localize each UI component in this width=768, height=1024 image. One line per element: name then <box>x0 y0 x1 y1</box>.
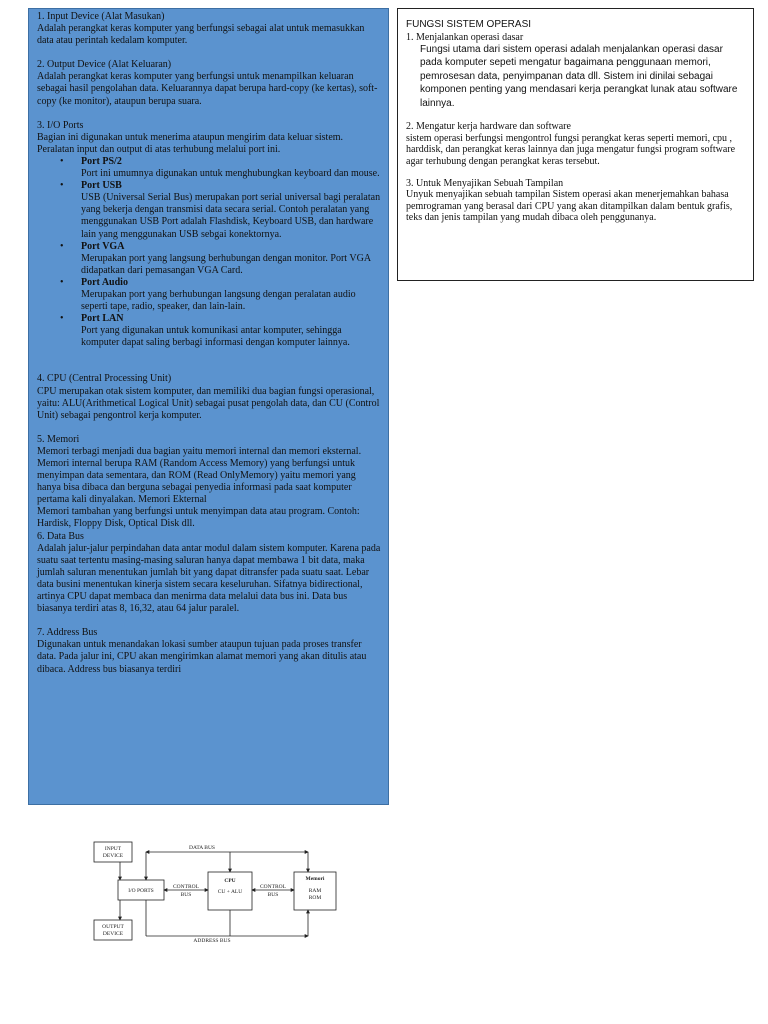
section-body: Adalah perangkat keras komputer yang berfungsi untuk menampilkan keluaran sebagai hasil pengolahan data. Keluarannya dapat berupa hard-copy (ke kertas), soft-copy (ke monitor), ataupun berupa suara. <box>37 71 378 107</box>
rom-label: ROM <box>308 895 322 901</box>
port-title: • Port Audio <box>81 276 128 288</box>
memori-label: Memori <box>305 876 325 882</box>
control-bus-label: BUS <box>267 892 279 898</box>
item-title: 2. Mengatur kerja hardware dan software <box>406 121 571 133</box>
os-functions-panel <box>397 8 754 281</box>
item-body: Fungsi utama dari sistem operasi adalah menjalankan operasi dasar pada komputer sepeti mengatur bagaimana penggunaan memori, pemrosesan data, penyimpanan data dll. Sistem ini dinilai sebagai komponen penting yang mendasari kerja perangkat lunak atau software lainnya. <box>420 43 738 109</box>
section-body: Bagian ini digunakan untuk menerima ataupun mengirim data keluar sistem. Peralatan input dan output di atas terhubung melalui port ini. <box>37 131 344 155</box>
section-title: 5. Memori <box>37 433 80 445</box>
port-title: • Port USB <box>81 180 122 192</box>
section-io-ports <box>37 120 382 156</box>
list-item <box>81 156 382 180</box>
section-title: 4. CPU (Central Processing Unit) <box>37 373 172 385</box>
control-bus-label: CONTROL <box>260 884 286 890</box>
cpu-sub-label: CU + ALU <box>217 889 243 895</box>
io-ports-label: I/O PORTS <box>128 888 154 894</box>
section-title: 1. Input Device (Alat Masukan) <box>37 11 165 22</box>
port-title: • Port LAN <box>81 313 124 325</box>
section-data-bus <box>37 531 382 616</box>
item-title: 1. Menjalankan operasi dasar <box>406 31 524 43</box>
output-device-box <box>94 920 132 940</box>
section-body: Adalah jalur-jalur perpindahan data antar modul dalam sistem komputer. Karena pada suatu saat tertentu masing-masing saluran hanya dapat membawa 1 bit data, maka jumlah saluran menentukan jumlah bit yang dapat ditransfer pada suatu saat. Lebar data busini menentukan kinerja sistem secara keseluruhan. Sifatnya bidirectional, artinya CPU dapat membaca dan menirma data melalui data bus ini. Data bus biasanya terdiri atas 8, 16,32, atau 64 jalur paralel. <box>37 542 381 615</box>
section-body: Memori terbagi menjadi dua bagian yaitu memori internal dan memori eksternal. Memori internal berupa RAM (Random Access Memory) yang berfungsi untuk menyimpan data sementara, dan ROM (Read OnlyMemory) yaitu memori yang hanya bisa dibaca dan berguna sebagai penyedia informasi pada saat komputer pertama kali dinyalakan. Memori Ekternal <box>37 445 362 506</box>
computer-architecture-diagram <box>90 838 350 950</box>
list-item <box>81 277 382 313</box>
port-desc: USB (Universal Serial Bus) merupakan port serial universal bagi peralatan yang bekerja dengan transmisi data secara serial. Contoh peralatan yang menggunakan USB Port adalah Flashdisk, Keyboard USB, dan hardware lain yang menggunakan USB sebgai konektornya. <box>81 192 381 240</box>
left-info-panel <box>28 8 389 805</box>
control-bus-label: BUS <box>180 892 192 898</box>
section-output-device <box>37 59 382 107</box>
port-desc: Merupakan port yang langsung berhubungan dengan monitor. Port VGA didapatkan dari pemasangan VGA Card. <box>81 252 371 276</box>
list-item <box>81 180 382 240</box>
item-body: Unyuk menyajikan sebuah tampilan Sistem operasi akan menerjemahkan bahasa pemrograman yang berasal dari CPU yang akan ditampilkan dalam bentuk grafis, teks dan jenis tampilan yang mudah dibaca oleh penggunanya. <box>406 189 733 224</box>
control-bus-label: CONTROL <box>173 884 199 890</box>
ram-label: RAM <box>308 888 322 894</box>
input-device-label: INPUT <box>104 846 122 852</box>
output-device-label: DEVICE <box>102 931 124 937</box>
section-address-bus <box>37 627 382 675</box>
port-desc: Merupakan port yang berhubungan langsung dengan peralatan audio seperti tape, radio, speaker, dan lain-lain. <box>81 288 356 313</box>
data-bus-label: DATA BUS <box>189 845 215 851</box>
section-title: 6. Data Bus <box>37 530 84 542</box>
address-bus-label: ADDRESS BUS <box>193 938 231 944</box>
input-device-box <box>94 842 132 862</box>
cpu-label: CPU <box>224 878 236 884</box>
section-body: Digunakan untuk menandakan lokasi sumber ataupun tujuan pada proses transfer data. Pada jalur ini, CPU akan mengirimkan alamat memori yang akan ditulis atau dibaca. Address bus biasanya terdiri <box>37 639 367 675</box>
section-body: Adalah perangkat keras komputer yang berfungsi sebagai alat untuk memasukkan data atau perintah kedalam komputer. <box>37 23 365 47</box>
section-input-device <box>37 11 382 47</box>
item-body: sistem operasi berfungsi mengontrol fungsi perangkat keras seperti memori, cpu , harddisk, dan perangkat keras lainnya dan juga mengatur fungsi program software agar terhubung dengan perangkat keras tersebut. <box>406 132 736 167</box>
section-title: 7. Address Bus <box>37 627 98 639</box>
section-cpu <box>37 373 382 421</box>
section-body: CPU merupakan otak sistem komputer, dan memiliki dua bagian fungsi operasional, yaitu: ALU(Arithmetical Logical Unit) sebagai pusat pengolah data, dan CU (Control Unit) sebagai pengontrol kerja komputer. <box>37 385 380 421</box>
panel-heading: FUNGSI SISTEM OPERASI <box>406 19 532 30</box>
port-title: • Port VGA <box>81 240 125 252</box>
section-title: 2. Output Device (Alat Keluaran) <box>37 59 172 71</box>
port-title: • Port PS/2 <box>81 155 122 167</box>
output-device-label: OUTPUT <box>102 924 124 930</box>
port-desc: Port ini umumnya digunakan untuk menghubungkan keyboard dan mouse. <box>81 168 380 180</box>
item-title: 3. Untuk Menyajikan Sebuah Tampilan <box>406 178 564 190</box>
port-list <box>37 156 382 350</box>
input-device-label: DEVICE <box>102 853 124 859</box>
list-item <box>81 241 382 277</box>
section-memori <box>37 434 382 531</box>
section-body-2: Memori tambahan yang berfungsi untuk menyimpan data atau program. Contoh: Hardisk, Floppy Disk, Optical Disk dll. <box>37 506 360 530</box>
list-item <box>81 313 382 349</box>
port-desc: Port yang digunakan untuk komunikasi antar komputer, sehingga komputer dapat saling berbagi informasi dengan komputer lainnya. <box>81 325 350 349</box>
section-title: 3. I/O Ports <box>37 119 84 131</box>
